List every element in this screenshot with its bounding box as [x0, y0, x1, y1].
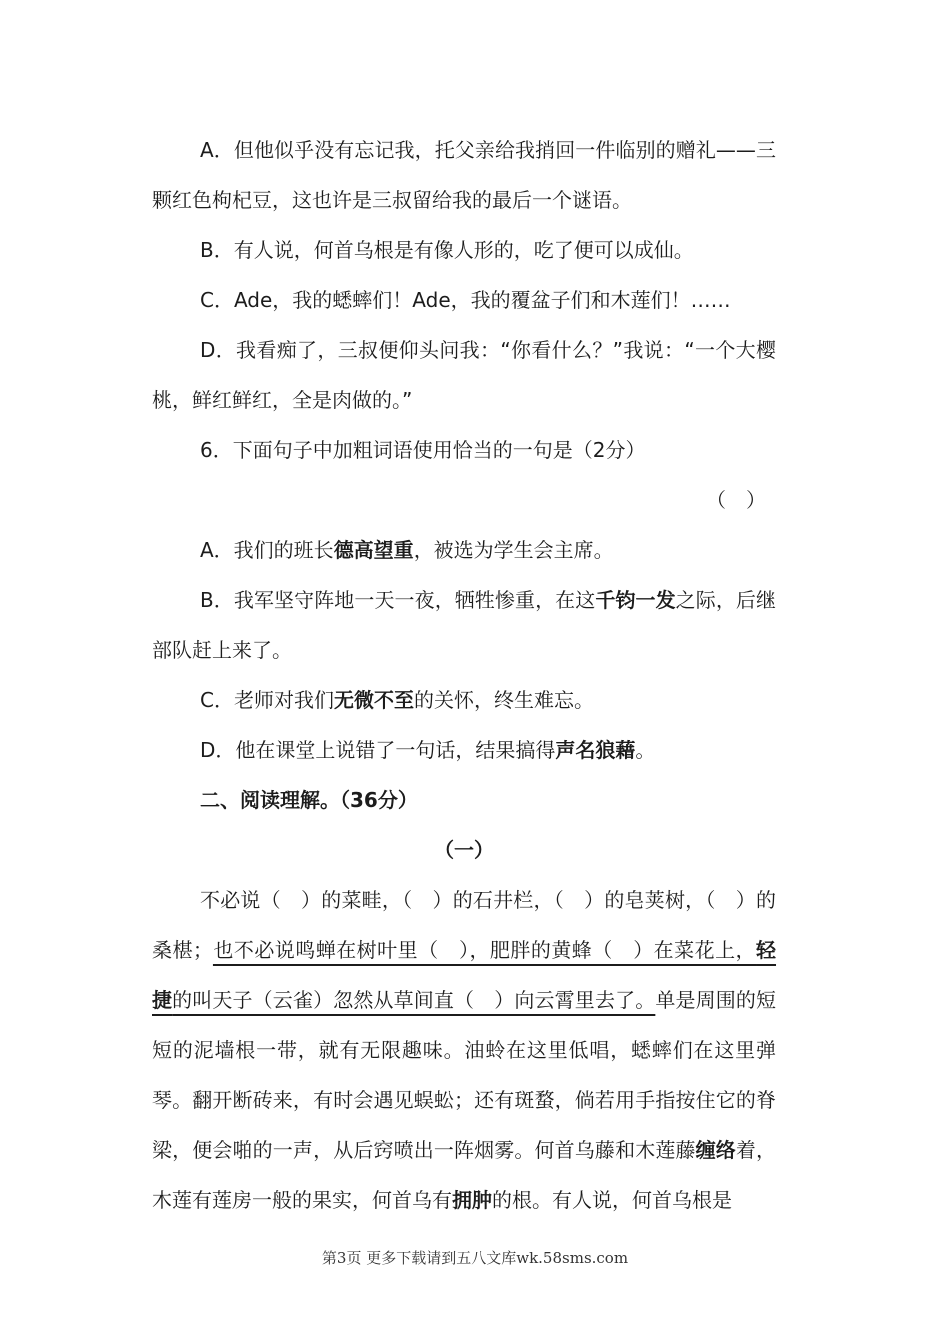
q5-option-c: C．Ade，我的蟋蟀们！Ade，我的覆盆子们和木莲们！…… — [200, 288, 731, 312]
q6-option-d-text-end: 。 — [635, 738, 656, 762]
q6-option-c — [152, 675, 776, 725]
passage-run-underlined: 的叫天子（云雀）忽然从草间直（ ）向云霄里去了。 — [172, 988, 656, 1012]
passage-number-label: （一） — [434, 838, 494, 862]
q5-option-a: A．但他似乎没有忘记我，托父亲给我捎回一件临别的赠礼——三颗红色枸杞豆，这也许是三叔留给我的最后一个谜语。 — [152, 138, 776, 212]
q6-option-b — [152, 575, 776, 675]
q6-option-c-text-end: 的关怀，终生难忘。 — [413, 688, 594, 712]
passage-run-bold: 缠络 — [695, 1138, 736, 1162]
q6-option-d-bold-term: 声名狼藉 — [555, 738, 636, 762]
page-footer: 第3页 更多下载请到五八文库wk.58sms.com — [321, 1249, 629, 1267]
q6-option-b-bold-term: 千钧一发 — [595, 588, 676, 612]
passage-run-plain: 着，木莲有莲房一般的果实，何首乌有 — [152, 1138, 777, 1212]
q6-option-a-text-end: ，被选为学生会主席。 — [413, 538, 614, 562]
passage-run-plain: 的根。有人说，何首乌根是 — [492, 1188, 732, 1212]
passage-run-plain: 单是周围的短短的泥墙根一带，就有无限趣味。油蛉在这里低唱，蟋蟀们在这里弹琴。翻开断砖来，有时会遇见蜈蚣；还有斑蝥，倘若用手指按住它的脊梁，便会啪的一声，从后窍喷出一阵烟雾。何首乌藤和木莲藤 — [152, 988, 777, 1162]
q6-option-d-text: D．他在课堂上说错了一句话，结果搞得 — [200, 738, 556, 762]
reading-passage — [152, 875, 776, 1225]
q6-stem: 6．下面句子中加粗词语使用恰当的一句是（2分） — [200, 438, 646, 462]
section-2-heading: 二、阅读理解。（36分） — [200, 788, 418, 812]
page-content — [152, 0, 776, 1225]
passage-run-underlined-bold: 轻捷 — [152, 938, 777, 1012]
passage-run-plain: 不必说（ ）的菜畦，（ ）的石井栏，（ ）的皂荚树，（ ）的桑椹； — [152, 888, 776, 962]
q6-option-a-text: A．我们的班长 — [200, 538, 334, 562]
q6-option-c-text: C．老师对我们 — [200, 688, 334, 712]
passage-run-underlined: 也不必说鸣蝉在树叶里（ ），肥胖的黄蜂（ ）在菜花上， — [212, 938, 757, 962]
q6-option-a-bold-term: 德高望重 — [333, 538, 414, 562]
q6-option-c-bold-term: 无微不至 — [333, 688, 414, 712]
passage-run-bold: 拥肿 — [452, 1188, 492, 1212]
q6-answer-blank: （ ） — [706, 488, 766, 512]
q5-option-d: D．我看痴了，三叔便仰头问我：“你看什么？”我说：“一个大樱桃，鲜红鲜红，全是肉做的。” — [152, 338, 776, 412]
q5-option-b: B．有人说，何首乌根是有像人形的，吃了便可以成仙。 — [200, 238, 694, 262]
q6-option-a — [152, 525, 776, 575]
q6-option-b-text: B．我军坚守阵地一天一夜，牺牲惨重，在这 — [200, 588, 596, 612]
q6-option-b-text-end: 之际，后继部队赶上来了。 — [152, 588, 776, 662]
q6-option-d — [152, 725, 776, 775]
